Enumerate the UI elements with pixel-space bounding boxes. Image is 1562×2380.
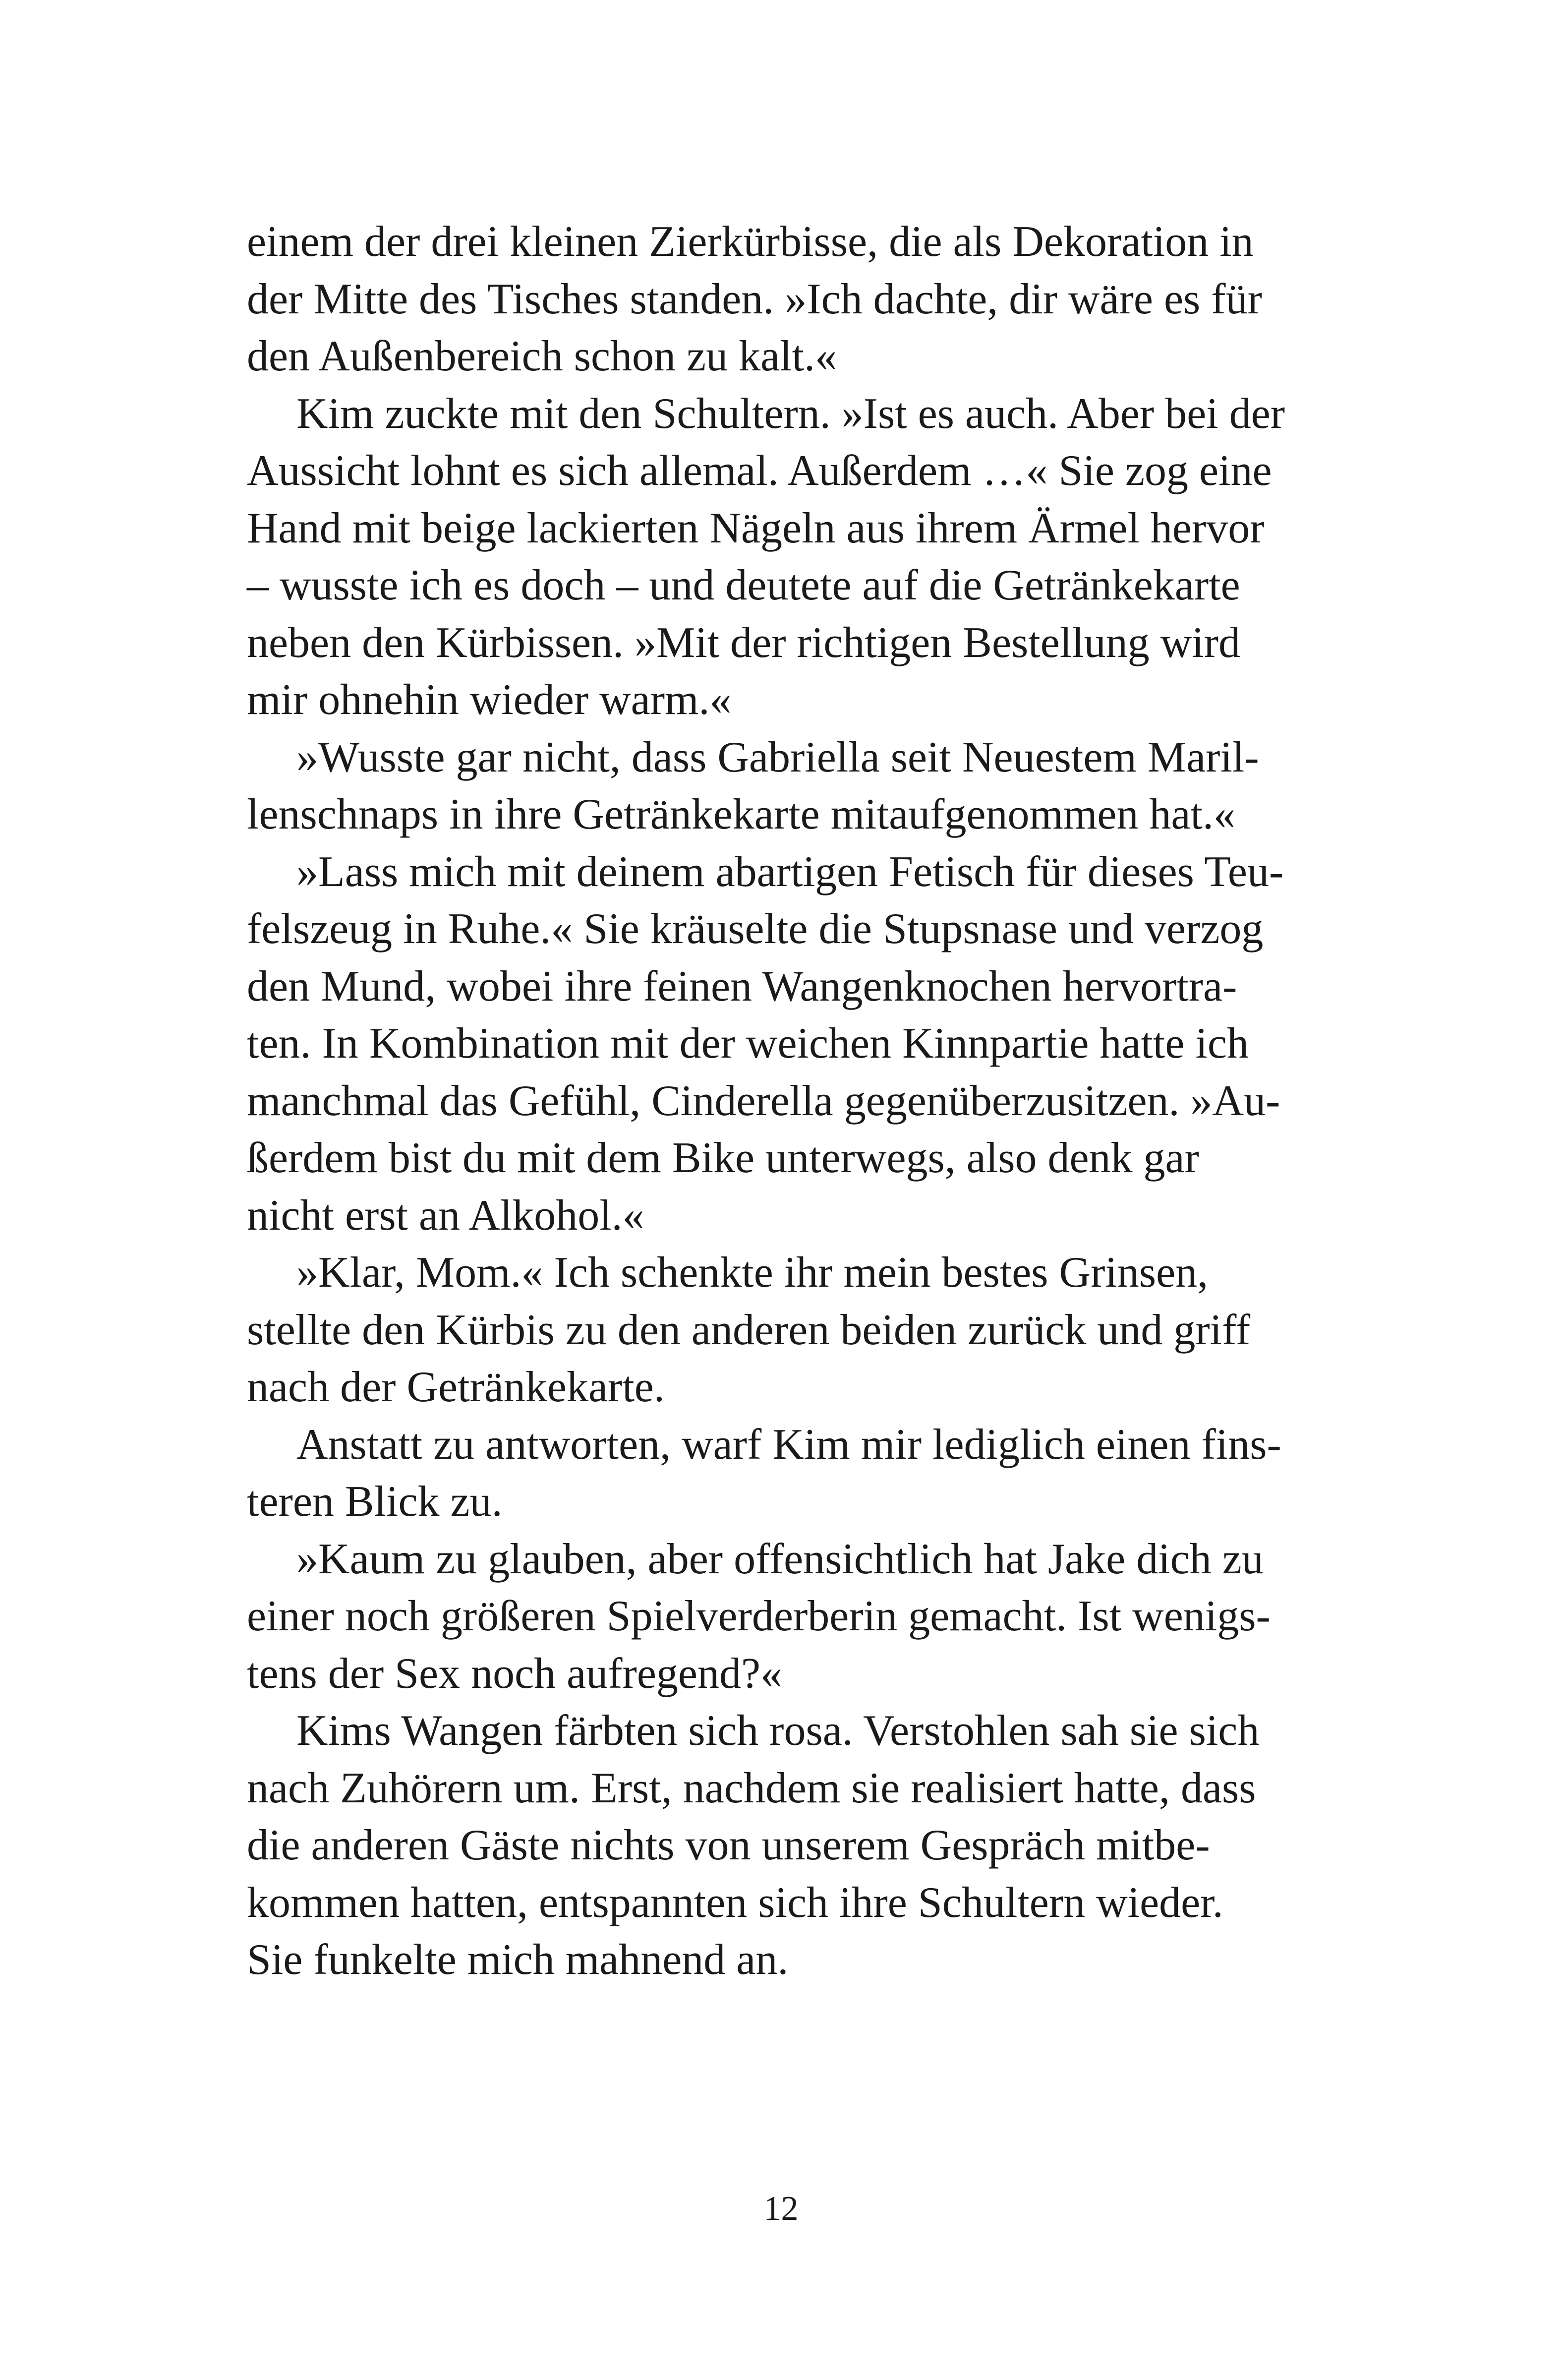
text-line: lenschnaps in ihre Getränkekarte mitaufgenommen hat.«: [247, 790, 1235, 838]
text-line: »Klar, Mom.« Ich schenkte ihr mein bestes Grinsen,: [296, 1249, 1209, 1297]
text-line: den Außenbereich schon zu kalt.«: [247, 332, 837, 380]
text-line: mir ohnehin wieder warm.«: [247, 676, 732, 724]
text-line: teren Blick zu.: [247, 1478, 503, 1526]
text-line: Sie funkelte mich mahnend an.: [247, 1936, 789, 1984]
text-line: felszeug in Ruhe.« Sie kräuselte die Stupsnase und verzog: [247, 905, 1264, 953]
text-line: Aussicht lohnt es sich allemal. Außerdem …« Sie zog eine: [247, 447, 1272, 495]
text-line: ßerdem bist du mit dem Bike unterwegs, also denk gar: [247, 1134, 1199, 1182]
text-line: die anderen Gäste nichts von unserem Gespräch mitbe-: [247, 1821, 1210, 1869]
text-line: einem der drei kleinen Zierkürbisse, die als Dekoration in: [247, 218, 1254, 266]
text-line: »Wusste gar nicht, dass Gabriella seit Neuestem Maril-: [296, 733, 1259, 781]
text-line: stellte den Kürbis zu den anderen beiden zurück und griff: [247, 1306, 1251, 1354]
page-number: 12: [763, 2190, 799, 2228]
text-line: einer noch größeren Spielverderberin gemacht. Ist wenigs-: [247, 1592, 1271, 1640]
text-line: »Lass mich mit deinem abartigen Fetisch für dieses Teu-: [296, 847, 1284, 896]
text-line: kommen hatten, entspannten sich ihre Schultern wieder.: [247, 1878, 1223, 1927]
text-line: Anstatt zu antworten, warf Kim mir lediglich einen fins-: [296, 1420, 1281, 1469]
text-line: »Kaum zu glauben, aber offensichtlich hat Jake dich zu: [296, 1535, 1264, 1583]
text-line: Kims Wangen färbten sich rosa. Verstohlen sah sie sich: [296, 1707, 1260, 1755]
text-line: nicht erst an Alkohol.«: [247, 1191, 644, 1240]
text-line: manchmal das Gefühl, Cinderella gegenüberzusitzen. »Au-: [247, 1076, 1280, 1125]
text-line: tens der Sex noch aufregend?«: [247, 1649, 783, 1698]
text-line: der Mitte des Tisches standen. »Ich dachte, dir wäre es für: [247, 275, 1262, 323]
text-line: nach der Getränkekarte.: [247, 1363, 665, 1411]
text-line: – wusste ich es doch – und deutete auf die Getränkekarte: [247, 561, 1240, 609]
text-line: Hand mit beige lackierten Nägeln aus ihrem Ärmel hervor: [247, 504, 1265, 552]
body-text: [247, 213, 1337, 1989]
text-line: den Mund, wobei ihre feinen Wangenknochen hervortra-: [247, 962, 1237, 1011]
text-line: nach Zuhörern um. Erst, nachdem sie realisiert hatte, dass: [247, 1764, 1256, 1812]
text-line: ten. In Kombination mit der weichen Kinnpartie hatte ich: [247, 1019, 1249, 1068]
text-line: neben den Kürbissen. »Mit der richtigen Bestellung wird: [247, 618, 1241, 667]
text-line: Kim zuckte mit den Schultern. »Ist es auch. Aber bei der: [296, 389, 1285, 438]
